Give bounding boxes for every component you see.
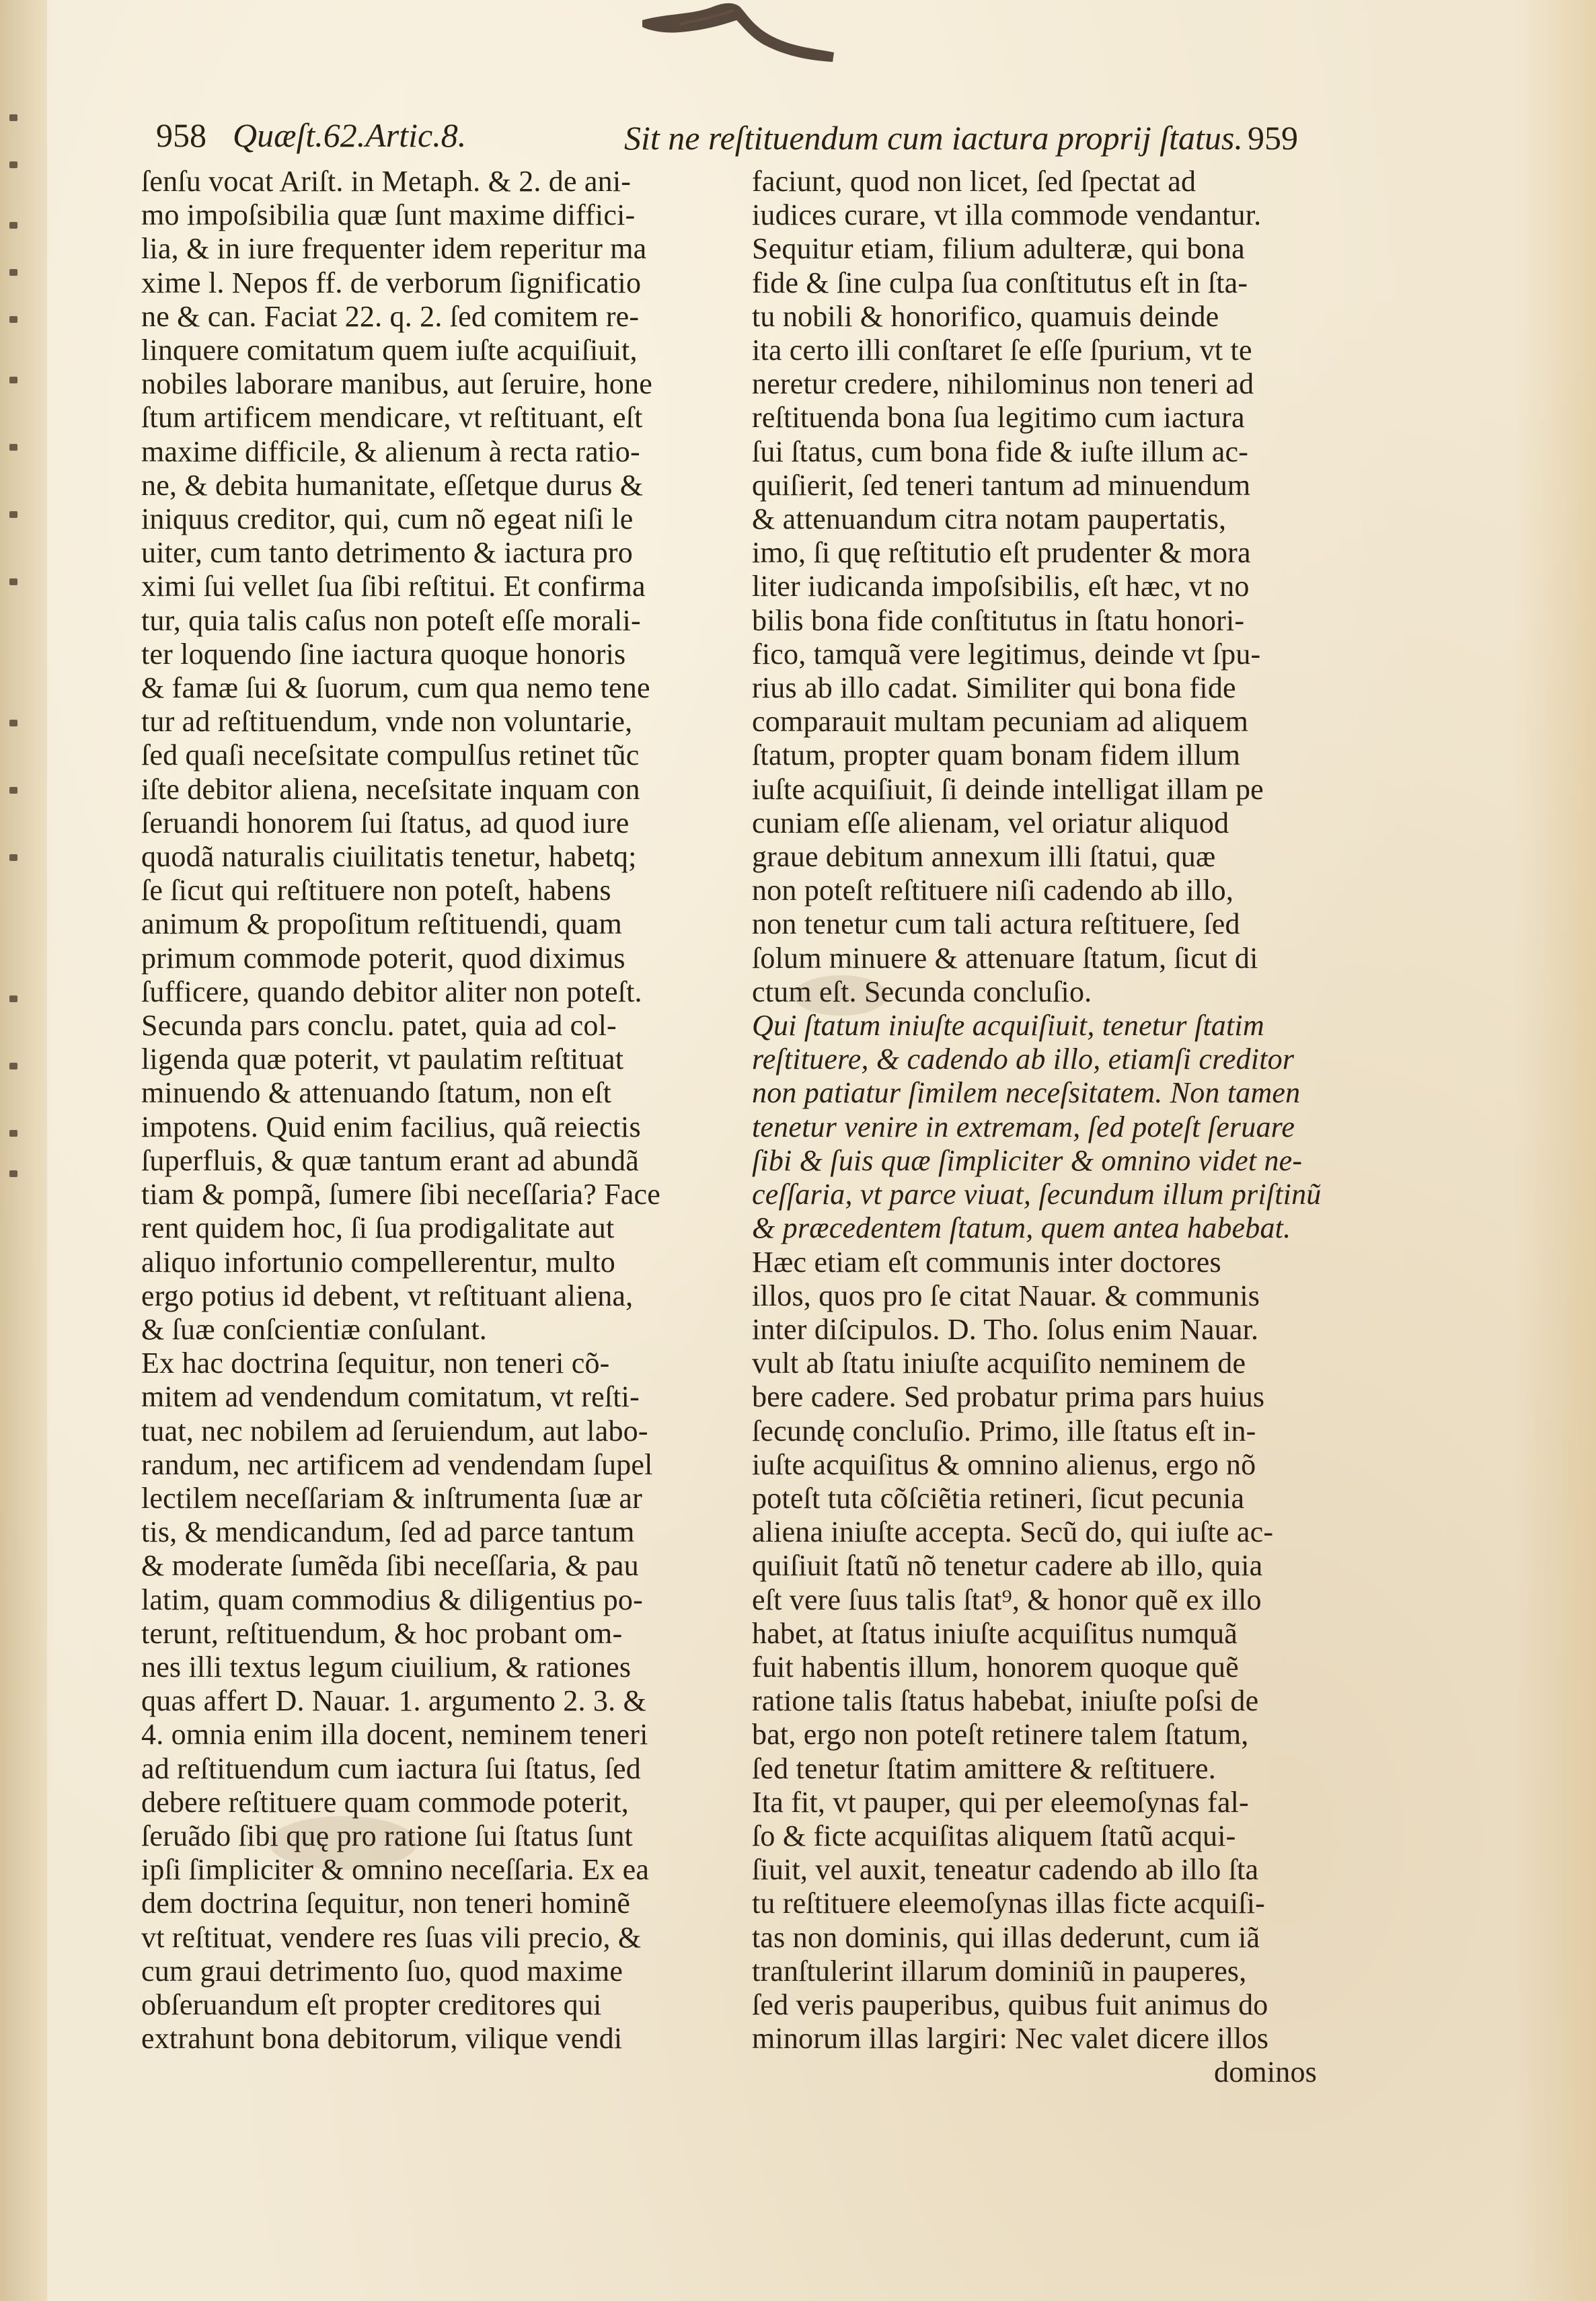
text-line: terunt, reſtituendum, & hoc probant om-: [141, 1616, 623, 1650]
text-line: ceſſaria, vt parce viuat, ſecundum illum priſtinũ: [752, 1178, 1322, 1211]
text-line: mo impoſsibilia quæ ſunt maxime diffici-: [141, 198, 636, 232]
text-line: lectilem neceſſariam & inſtrumenta ſuæ ar: [141, 1481, 642, 1515]
text-line: bat, ergo non poteſt retinere talem ſtatum,: [752, 1718, 1249, 1751]
text-line: debere reſtituere quam commode poterit,: [141, 1785, 629, 1819]
margin-ink-mark: [9, 222, 17, 229]
text-line: Sequitur etiam, filium adulteræ, qui bona: [752, 232, 1245, 266]
text-line: reſtituere, & cadendo ab illo, etiamſi creditor: [752, 1043, 1295, 1076]
text-line: habet, at ſtatus iniuſte acquiſitus numquã: [752, 1616, 1238, 1650]
text-line: ne, & debita humanitate, eſſetque durus &: [141, 468, 644, 502]
text-line: obſeruandum eſt propter creditores qui: [141, 1988, 602, 2021]
text-line: illos, quos pro ſe citat Nauar. & communis: [752, 1279, 1260, 1312]
text-line: quiſiuit ſtatũ nõ tenetur cadere ab illo, quia: [752, 1549, 1263, 1583]
margin-ink-mark: [9, 269, 17, 276]
text-line: Hæc etiam eſt communis inter doctores: [752, 1245, 1221, 1279]
text-line: xime l. Nepos ff. de verborum ſignificatio: [141, 266, 642, 299]
text-line: minorum illas largiri: Nec valet dicere illos: [752, 2022, 1269, 2055]
margin-ink-mark: [9, 511, 17, 518]
text-line: animum & propoſitum reſtituendi, quam: [141, 907, 622, 941]
text-line: ſed veris pauperibus, quibus fuit animus do: [752, 1988, 1268, 2021]
margin-ink-mark: [9, 578, 17, 585]
text-line: 4. omnia enim illa docent, neminem teneri: [141, 1718, 648, 1751]
text-line: ſeruãdo ſibi quę pro ratione ſui ſtatus ſunt: [141, 1819, 633, 1852]
text-line: tenetur venire in extremam, ſed poteſt ſeruare: [752, 1110, 1295, 1143]
margin-ink-mark: [9, 316, 17, 323]
text-line: randum, nec artificem ad vendendam ſupel: [141, 1447, 653, 1481]
text-line: ne & can. Faciat 22. q. 2. ſed comitem re-: [141, 299, 640, 333]
text-line: aliena iniuſte accepta. Secũ do, qui iuſte ac-: [752, 1515, 1274, 1549]
text-line: Ita fit, vt pauper, qui per eleemoſynas fal-: [752, 1785, 1249, 1819]
margin-ink-mark: [9, 1130, 17, 1137]
text-line: nobiles laborare manibus, aut ſeruire, hone: [141, 367, 653, 401]
text-line: iſte debitor aliena, neceſsitate inquam con: [141, 772, 640, 806]
text-line: ſtatum, propter quam bonam fidem illum: [752, 739, 1241, 772]
text-line: ipſi ſimpliciter & omnino neceſſaria. Ex ea: [141, 1853, 650, 1887]
text-line: tiam & pompã, ſumere ſibi neceſſaria? Face: [141, 1178, 660, 1211]
text-line: fide & ſine culpa ſua conſtitutus eſt in ſta-: [752, 266, 1248, 299]
text-line: ligenda quæ poterit, vt paulatim reſtituat: [141, 1043, 624, 1076]
text-line: cuniam eſſe alienam, vel oriatur aliquod: [752, 806, 1229, 839]
text-line: dem doctrina ſequitur, non teneri hominẽ: [141, 1887, 631, 1920]
text-line: ſufficere, quando debitor aliter non poteſt.: [141, 975, 642, 1008]
text-line: tur, quia talis caſus non poteſt eſſe morali-: [141, 603, 641, 637]
margin-ink-mark: [9, 1170, 17, 1177]
text-line: rent quidem hoc, ſi ſua prodigalitate aut: [141, 1211, 615, 1245]
text-line: Ex hac doctrina ſequitur, non teneri cõ-: [141, 1347, 610, 1380]
text-line: & moderate ſumẽda ſibi neceſſaria, & pau: [141, 1549, 639, 1583]
text-line: ratione talis ſtatus habebat, iniuſte poſsi de: [752, 1684, 1259, 1718]
text-line: cum graui detrimento ſuo, quod maxime: [141, 1954, 623, 1988]
text-line: uiter, cum tanto detrimento & iactura pro: [141, 536, 633, 570]
text-line: ſibi & ſuis quæ ſimpliciter & omnino videt ne-: [752, 1143, 1303, 1177]
text-line: comparauit multam pecuniam ad aliquem: [752, 705, 1249, 739]
text-line: primum commode poterit, quod diximus: [141, 941, 625, 975]
text-line: ſeruandi honorem ſui ſtatus, ad quod iure: [141, 806, 630, 839]
text-line: & ſuæ conſcientiæ conſulant.: [141, 1312, 487, 1346]
margin-ink-mark: [9, 720, 17, 726]
text-line: tu nobili & honorifico, quamuis deinde: [752, 299, 1219, 333]
text-line: ſed quaſi neceſsitate compulſus retinet tũc: [141, 739, 640, 772]
text-line: bilis bona fide conſtitutus in ſtatu honori-: [752, 603, 1245, 637]
text-line: bere cadere. Sed probatur prima pars huius: [752, 1380, 1265, 1414]
text-line: ſed tenetur ſtatim amittere & reſtituere.: [752, 1751, 1216, 1785]
text-line: Qui ſtatum iniuſte acquiſiuit, tenetur ſtatim: [752, 1009, 1264, 1043]
text-line: ctum eſt. Secunda concluſio.: [752, 975, 1092, 1008]
text-line: liter iudicanda impoſsibilis, eſt hæc, vt no: [752, 570, 1250, 603]
text-line: poteſt tuta cõſciẽtia retineri, ſicut pecunia: [752, 1481, 1245, 1515]
text-line: eſt vere ſuus talis ſtat⁹, & honor quẽ ex illo: [752, 1583, 1262, 1616]
text-line: vult ab ſtatu iniuſte acquiſito neminem de: [752, 1347, 1246, 1380]
right-running-title: Sit ne reſtituendum cum iactura proprij ſtatus.: [624, 119, 1243, 157]
text-line: linquere comitatum quem iuſte acquiſiuit,: [141, 334, 638, 367]
text-line: iuſte acquiſitus & omnino alienus, ergo nõ: [752, 1447, 1256, 1481]
text-line: ad reſtituendum cum iactura ſui ſtatus, ſed: [141, 1751, 641, 1785]
text-line: latim, quam commodius & diligentius po-: [141, 1583, 643, 1616]
text-line: reſtituenda bona ſua legitimo cum iactura: [752, 401, 1245, 435]
running-header: [0, 108, 1596, 168]
text-line: tas non dominis, qui illas dederunt, cum iã: [752, 1920, 1260, 1954]
text-line: ſolum minuere & attenuare ſtatum, ſicut di: [752, 941, 1258, 975]
text-line: ximi ſui vellet ſua ſibi reſtitui. Et confirma: [141, 570, 646, 603]
margin-ink-mark: [9, 444, 17, 451]
text-line: & præcedentem ſtatum, quem antea habebat.: [752, 1211, 1291, 1245]
text-line: & famæ ſui & ſuorum, cum qua nemo tene: [141, 671, 650, 705]
text-line: rius ab illo cadat. Similiter qui bona fide: [752, 671, 1236, 705]
text-line: vt reſtituat, vendere res ſuas vili precio, &: [141, 1920, 642, 1954]
text-line: non patiatur ſimilem neceſsitatem. Non tamen: [752, 1076, 1301, 1110]
text-line: ſuperfluis, & quæ tantum erant ad abundã: [141, 1143, 639, 1177]
text-line: tu reſtituere eleemoſynas illas ficte acquiſi-: [752, 1887, 1266, 1920]
text-line: ter loquendo ſine iactura quoque honoris: [141, 637, 626, 671]
text-line: fico, tamquã vere legitimus, deinde vt ſpu-: [752, 637, 1261, 671]
metal-clasp-icon: [639, 0, 841, 64]
text-line: quodã naturalis ciuilitatis tenetur, habetq;: [141, 840, 637, 874]
text-line: non poteſt reſtituere niſi cadendo ab illo,: [752, 874, 1234, 907]
text-line: impotens. Quid enim facilius, quã reiectis: [141, 1110, 641, 1143]
text-line: faciunt, quod non licet, ſed ſpectat ad: [752, 165, 1196, 198]
text-line: mitem ad vendendum comitatum, vt reſti-: [141, 1380, 640, 1414]
text-line: ſiuit, vel auxit, teneatur cadendo ab illo ſta: [752, 1853, 1259, 1887]
text-line: non tenetur cum tali actura reſtituere, ſed: [752, 907, 1240, 941]
text-line: extrahunt bona debitorum, vilique vendi: [141, 2022, 623, 2055]
binding-edge: [0, 0, 47, 2301]
margin-ink-mark: [9, 995, 17, 1002]
text-line: graue debitum annexum illi ſtatui, quæ: [752, 840, 1216, 874]
text-line: ſui ſtatus, cum bona fide & iuſte illum ac-: [752, 435, 1249, 468]
text-line: tuat, nec nobilem ad ſeruiendum, aut labo-: [141, 1414, 648, 1447]
text-line: quiſierit, ſed teneri tantum ad minuendum: [752, 468, 1251, 502]
text-line: iudices curare, vt illa commode vendantur.: [752, 198, 1262, 232]
text-line: ſe ſicut qui reſtituere non poteſt, habens: [141, 874, 611, 907]
text-line: inter diſcipulos. D. Tho. ſolus enim Nauar.: [752, 1312, 1259, 1346]
left-page-number: 958: [156, 116, 206, 154]
margin-ink-mark: [9, 787, 17, 794]
text-line: iniquus creditor, qui, cum nõ egeat niſi le: [141, 502, 634, 536]
text-line: & attenuandum citra notam paupertatis,: [752, 502, 1227, 536]
margin-ink-mark: [9, 1063, 17, 1069]
text-line: quas affert D. Nauar. 1. argumento 2. 3. &: [141, 1684, 646, 1718]
text-line: lia, & in iure frequenter idem reperitur ma: [141, 232, 647, 266]
text-line: ſenſu vocat Ariſt. in Metaph. & 2. de ani-: [141, 165, 632, 198]
text-line: tis, & mendicandum, ſed ad parce tantum: [141, 1515, 635, 1549]
right-page-number: 959: [1248, 119, 1298, 157]
text-line: dominos: [1214, 2055, 1317, 2089]
text-line: ita certo illi conſtaret ſe eſſe ſpurium, vt te: [752, 334, 1252, 367]
right-text-column: [752, 165, 1322, 2090]
text-line: ſo & ficte acquiſitas aliquem ſtatũ acqui-: [752, 1819, 1236, 1852]
left-running-title: Quæſt.62.Artic.8.: [233, 116, 467, 154]
text-line: nes illi textus legum ciuilium, & rationes: [141, 1650, 632, 1684]
text-line: minuendo & attenuando ſtatum, non eſt: [141, 1076, 612, 1110]
text-line: ergo potius id debent, vt reſtituant aliena,: [141, 1279, 634, 1312]
margin-ink-mark: [9, 854, 17, 861]
text-line: fuit habentis illum, honorem quoque quẽ: [752, 1650, 1239, 1684]
text-line: imo, ſi quę reſtitutio eſt prudenter & mora: [752, 536, 1251, 570]
text-line: tur ad reſtituendum, vnde non voluntarie,: [141, 705, 633, 739]
left-text-column: [141, 165, 710, 2055]
text-line: ſtum artificem mendicare, vt reſtituant, eſt: [141, 401, 643, 435]
text-line: aliquo infortunio compellerentur, multo: [141, 1245, 615, 1279]
text-line: iuſte acquiſiuit, ſi deinde intelligat illam pe: [752, 772, 1264, 806]
text-line: ſecundę concluſio. Primo, ille ſtatus eſt in-: [752, 1414, 1256, 1447]
text-line: maxime difficile, & alienum à recta ratio-: [141, 435, 640, 468]
margin-ink-mark: [9, 377, 17, 383]
text-line: Secunda pars conclu. patet, quia ad col-: [141, 1009, 617, 1043]
text-line: neretur credere, nihilominus non teneri ad: [752, 367, 1254, 401]
text-line: tranſtulerint illarum dominiũ in pauperes,: [752, 1954, 1247, 1988]
